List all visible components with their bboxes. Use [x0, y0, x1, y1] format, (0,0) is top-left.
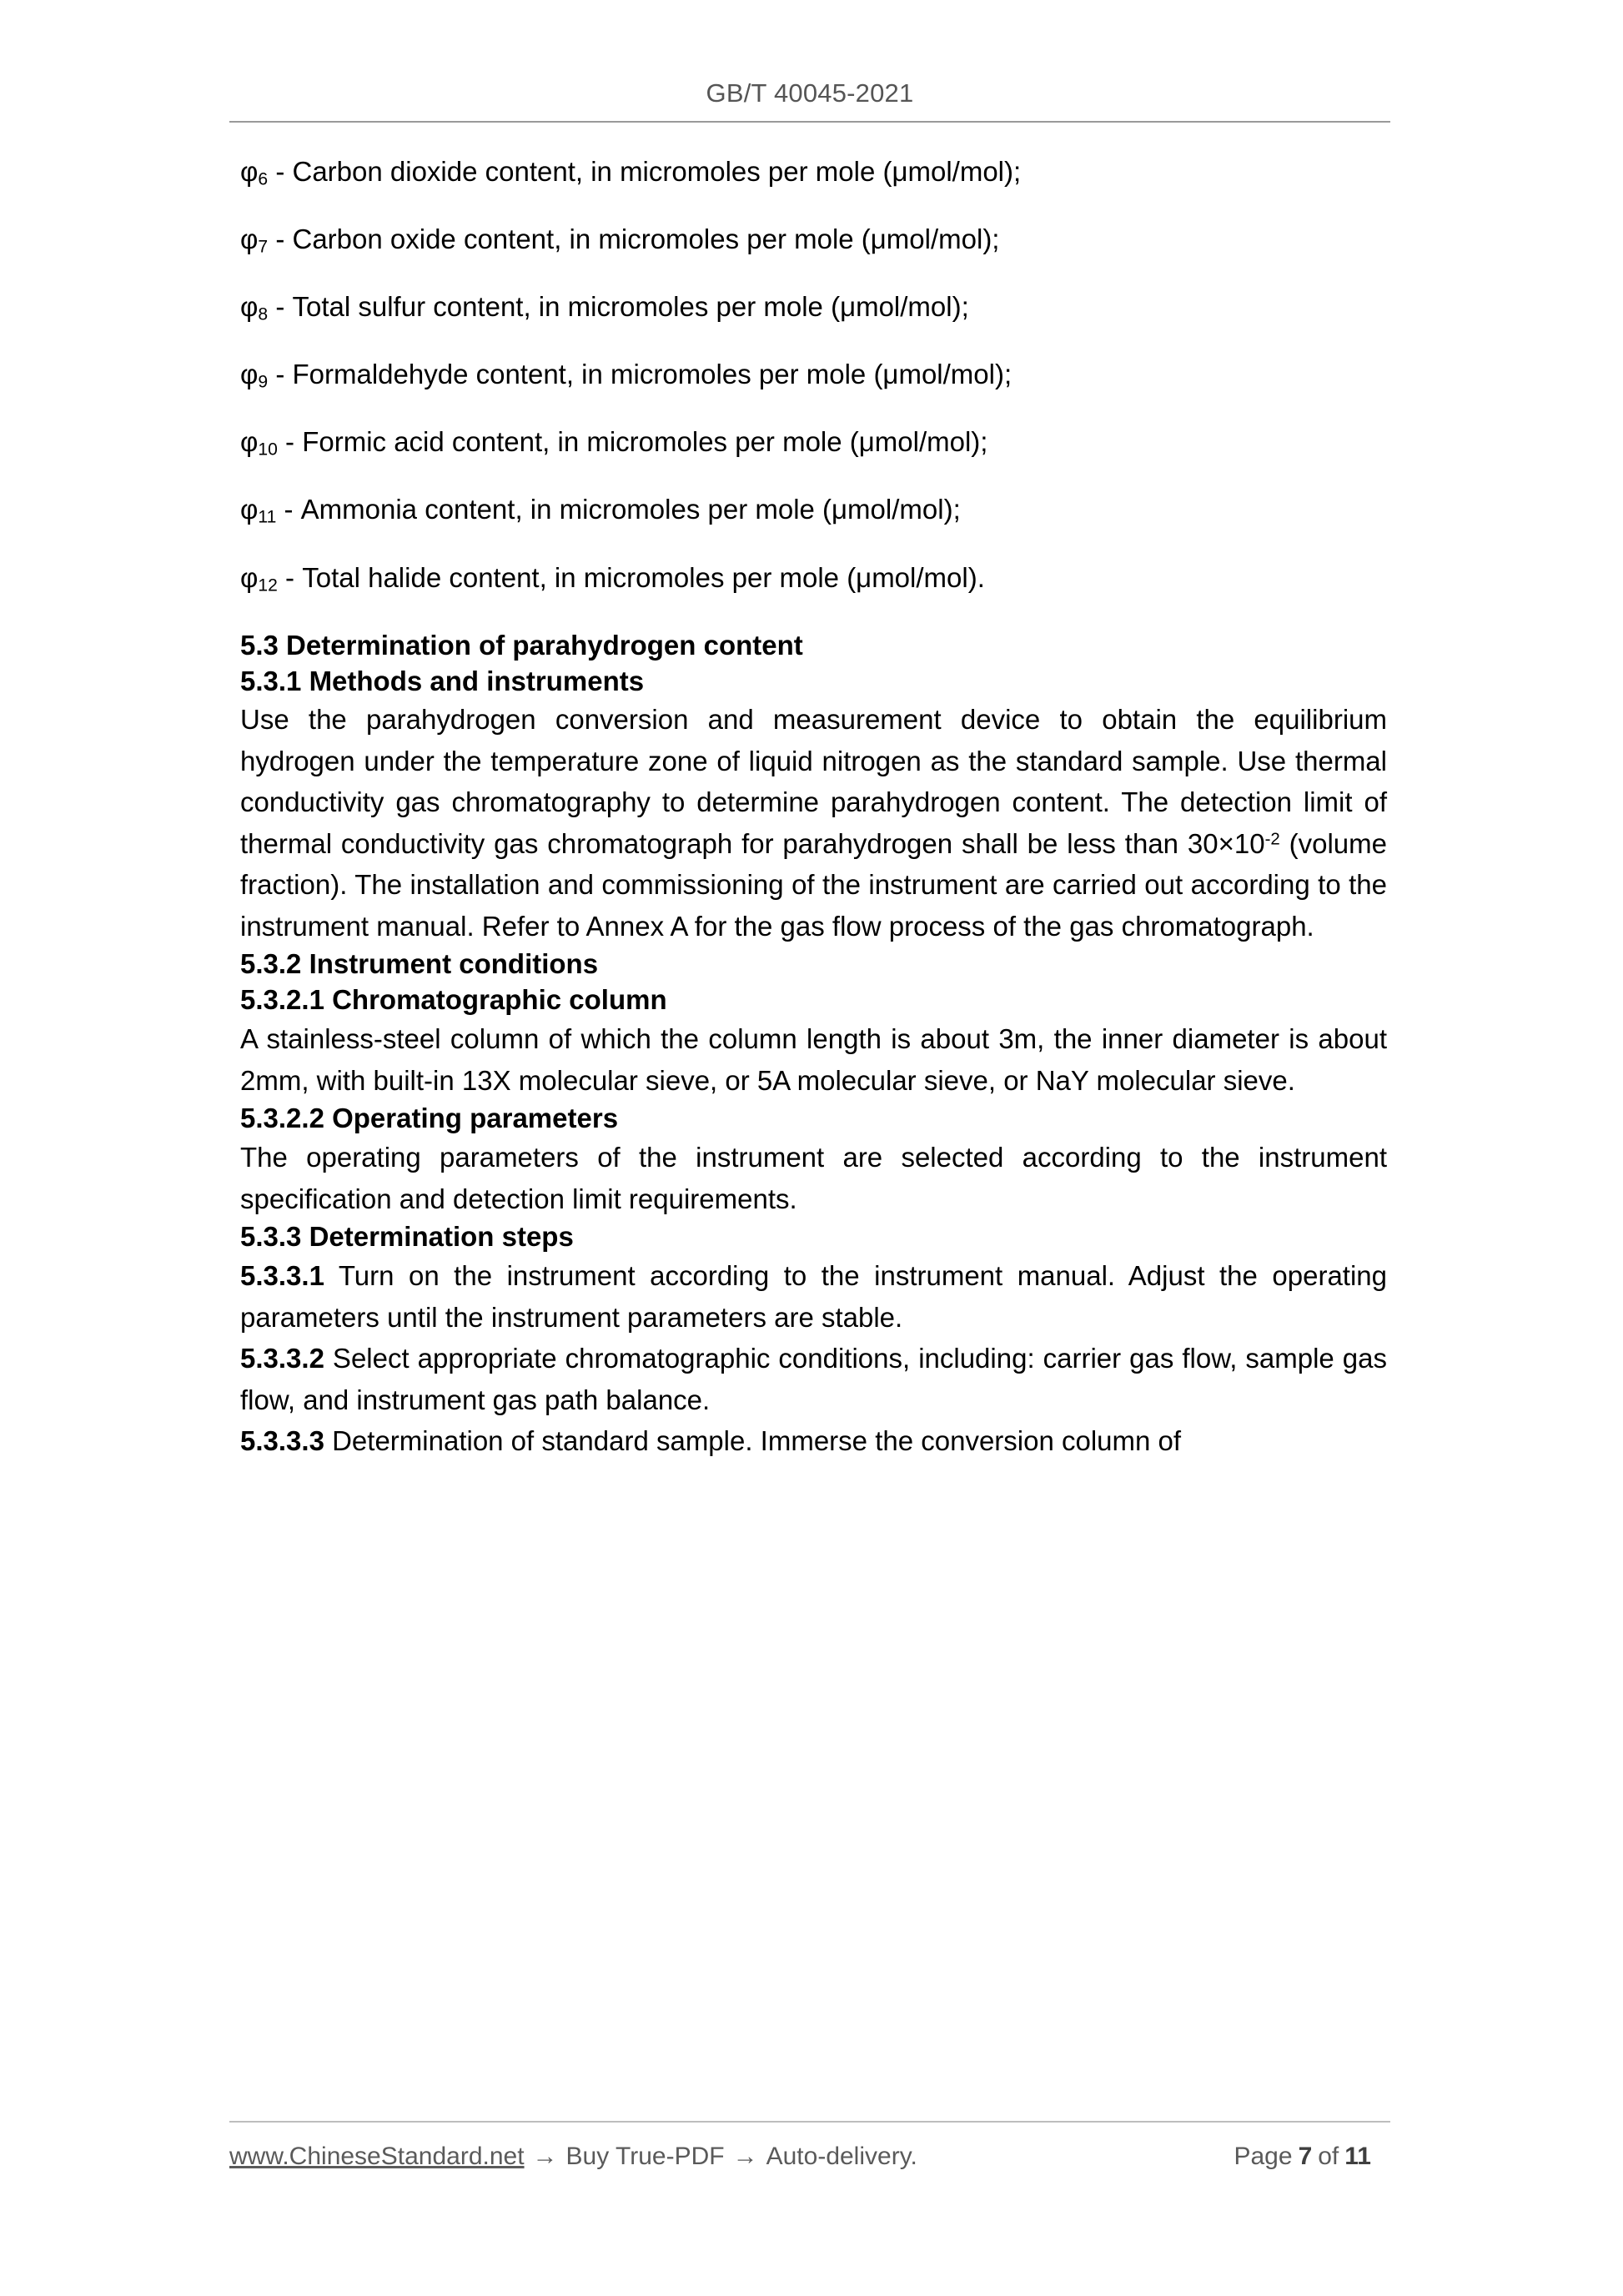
section-heading-5-3-2-1: 5.3.2.1 Chromatographic column — [240, 984, 667, 1016]
clause-number-5-3-3-1: 5.3.3.1 — [240, 1260, 324, 1291]
clause-number-5-3-3-3: 5.3.3.3 — [240, 1425, 324, 1456]
total-page-number: 11 — [1344, 2143, 1371, 2170]
page-footer — [229, 2121, 1390, 2171]
section-heading-5-3-2-2: 5.3.2.2 Operating parameters — [240, 1103, 619, 1134]
paragraph-text-part-a: Use the parahydrogen conversion and measurement device to obtain the equilibrium hydrogen under the temperature zone of liquid nitrogen as the standard sample. Use thermal conductivity gas chromatography to determine parahydrogen content. The detection limit of thermal conductivity gas chromatograph for parahydrogen shall be less than 30×10 — [240, 704, 1387, 859]
right-arrow-icon: → — [532, 2143, 558, 2170]
section-heading-5-3-1: 5.3.1 Methods and instruments — [240, 665, 645, 696]
symbol-index: 12 — [258, 575, 278, 595]
footer-promo — [229, 2143, 917, 2171]
paragraph-5-3-3-2 — [240, 1338, 1387, 1420]
symbol-definition-line — [240, 492, 1387, 529]
paragraph-5-3-1 — [240, 699, 1387, 947]
symbol-description: - Total halide content, in micromoles per mole (μmol/mol). — [277, 561, 985, 593]
clause-number-5-3-3-2: 5.3.3.2 — [240, 1343, 324, 1374]
of-label: of — [1318, 2143, 1339, 2170]
section-heading-5-3: 5.3 Determination of parahydrogen content — [240, 629, 803, 661]
symbol-description: - Ammonia content, in micromoles per mole (μmol/mol); — [276, 494, 961, 525]
symbol-glyph: φ — [240, 156, 259, 187]
exponent-minus-two: -2 — [1264, 829, 1280, 849]
symbol-glyph: φ — [240, 494, 259, 525]
symbol-description: - Carbon oxide content, in micromoles per mole (μmol/mol); — [268, 224, 1000, 255]
symbol-definition-line — [240, 289, 1387, 326]
symbol-description: - Carbon dioxide content, in micromoles per mole (μmol/mol); — [268, 156, 1022, 187]
chinesestandard-link[interactable]: www.ChineseStandard.net — [229, 2143, 525, 2170]
symbol-index: 11 — [258, 508, 277, 528]
footer-delivery-text: Auto-delivery. — [766, 2143, 917, 2170]
footer-divider — [229, 2121, 1390, 2123]
symbol-description: - Formic acid content, in micromoles per mole (μmol/mol); — [277, 426, 988, 458]
symbol-definition-line — [240, 222, 1387, 259]
symbol-glyph: φ — [240, 561, 259, 593]
symbol-description: - Formaldehyde content, in micromoles per mole (μmol/mol); — [268, 359, 1012, 390]
paragraph-5-3-2-2: The operating parameters of the instrument are selected according to the instrument specification and detection limit requirements. — [240, 1142, 1387, 1214]
footer-buy-text: Buy True-PDF — [565, 2143, 725, 2170]
header-divider — [229, 121, 1390, 123]
page-header — [229, 79, 1390, 123]
symbol-definition-line — [240, 357, 1387, 394]
section-heading-5-3-2: 5.3.2 Instrument conditions — [240, 948, 599, 980]
clause-text-5-3-3-1: Turn on the instrument according to the instrument manual. Adjust the operating parameters until the instrument parameters are stable. — [240, 1260, 1387, 1333]
clause-text-5-3-3-2: Select appropriate chromatographic conditions, including: carrier gas flow, sample gas flow, and instrument gas path balance. — [240, 1343, 1387, 1415]
paragraph-text-part-b: (volume fraction). The installation and commissioning of the instrument are carried out according to the instrument manual. Refer to Annex A for the gas flow process of the gas chromatograph. — [240, 827, 1387, 942]
symbol-index: 8 — [258, 304, 269, 324]
symbol-index: 7 — [258, 237, 269, 257]
document-body — [240, 154, 1387, 1462]
symbol-glyph: φ — [240, 224, 259, 255]
footer-row — [229, 2143, 1390, 2171]
symbol-description: - Total sulfur content, in micromoles per mole (μmol/mol); — [268, 291, 969, 323]
symbol-glyph: φ — [240, 359, 259, 390]
symbol-glyph: φ — [240, 291, 259, 323]
page-label: Page — [1234, 2143, 1293, 2170]
clause-text-5-3-3-3: Determination of standard sample. Immerse the conversion column of — [324, 1425, 1182, 1456]
symbol-index: 10 — [258, 440, 278, 460]
right-arrow-icon: → — [732, 2143, 758, 2170]
symbol-definition-line — [240, 560, 1387, 597]
standard-number-title: GB/T 40045-2021 — [706, 78, 914, 108]
page-indicator — [1234, 2143, 1377, 2171]
paragraph-5-3-2-1: A stainless-steel column of which the column length is about 3m, the inner diameter is about 2mm, with built-in 13X molecular sieve, or 5A molecular sieve, or NaY molecular sieve. — [240, 1023, 1387, 1096]
symbol-index: 6 — [258, 169, 269, 189]
symbol-definition-line — [240, 154, 1387, 191]
paragraph-5-3-3-3 — [240, 1420, 1387, 1462]
current-page-number: 7 — [1298, 2143, 1313, 2170]
section-heading-5-3-3: 5.3.3 Determination steps — [240, 1221, 574, 1253]
symbol-index: 9 — [258, 372, 269, 392]
paragraph-5-3-3-1 — [240, 1255, 1387, 1338]
symbol-definition-line — [240, 425, 1387, 461]
symbol-glyph: φ — [240, 426, 259, 458]
